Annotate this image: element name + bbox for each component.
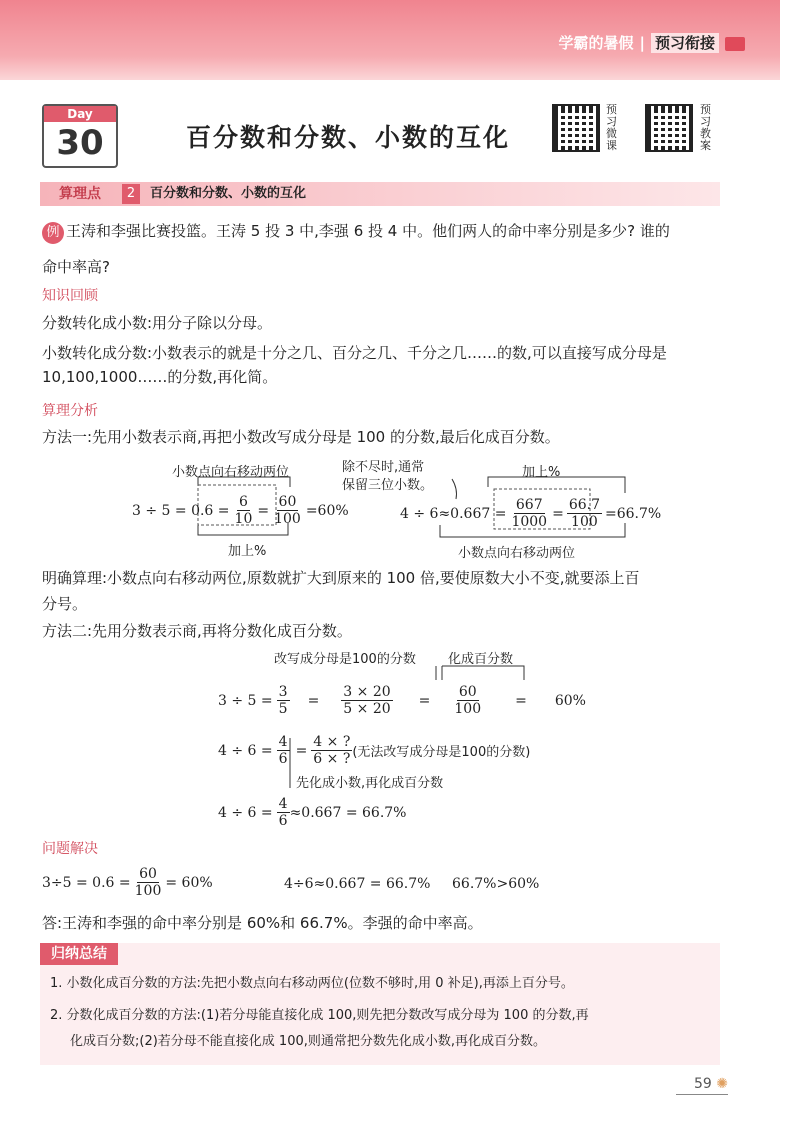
fraction bbox=[567, 497, 602, 530]
review-line-2: 小数转化成分数:小数表示的就是十分之几、百分之几、千分之几……的数,可以直接写成分母是 bbox=[42, 344, 667, 362]
denominator: 5 bbox=[278, 701, 288, 717]
book-icon bbox=[725, 37, 745, 51]
fraction bbox=[133, 866, 164, 899]
header-breadcrumb bbox=[558, 32, 745, 53]
qr-code-icon[interactable] bbox=[552, 104, 600, 152]
m2-row-1 bbox=[218, 684, 586, 717]
m2-r1-result: 60% bbox=[554, 692, 586, 709]
m2-r2-note: (无法改写成分母是100的分数) bbox=[352, 745, 531, 760]
m2-note-b: 化成百分数 bbox=[448, 652, 514, 667]
qr-label-2: 预习教案 bbox=[700, 103, 711, 152]
method-2-text: 方法二:先用分数表示商,再将分数化成百分数。 bbox=[42, 622, 352, 640]
numerator: 66.7 bbox=[568, 497, 600, 513]
example-text-1: 王涛和李强比赛投篮。王涛 5 投 3 中,李强 6 投 4 中。他们两人的命中率分别是多少? 谁的 bbox=[66, 222, 670, 240]
m1-right-note-left-1: 除不尽时,通常 bbox=[342, 460, 425, 475]
page-number-text: 59 bbox=[693, 1076, 712, 1092]
denominator: 6 × ? bbox=[313, 751, 351, 767]
day-number: 30 bbox=[56, 123, 104, 163]
m2-row-2 bbox=[218, 734, 530, 767]
numerator: 60 bbox=[458, 684, 477, 700]
page-number-rule bbox=[676, 1094, 728, 1095]
denominator: 1000 bbox=[511, 514, 548, 530]
section-number: 2 bbox=[122, 184, 140, 204]
fraction bbox=[277, 796, 290, 829]
section-tag: 算理点 bbox=[59, 186, 101, 202]
m2-r2-note-2: 先化成小数,再化成百分数 bbox=[296, 776, 444, 791]
fraction bbox=[233, 494, 255, 527]
equals: = bbox=[515, 692, 527, 709]
fraction bbox=[452, 684, 483, 717]
numerator: 4 bbox=[278, 796, 288, 812]
fraction bbox=[341, 684, 392, 717]
denominator: 6 bbox=[278, 751, 288, 767]
m2-r1-lhs: 3 ÷ 5 = bbox=[218, 692, 273, 709]
m1-left-note-top: 小数点向右移动两位 bbox=[172, 465, 290, 480]
header-section: 预习衔接 bbox=[651, 33, 719, 53]
m1-right-note-bottom: 小数点向右移动两位 bbox=[458, 546, 576, 561]
equals: = bbox=[552, 505, 564, 522]
example-badge: 例 bbox=[42, 222, 64, 244]
day-label: Day bbox=[44, 106, 116, 122]
equals: = bbox=[307, 692, 320, 709]
equals: = bbox=[418, 692, 431, 709]
denominator: 100 bbox=[454, 701, 482, 717]
summary-point-1: 1. 小数化成百分数的方法:先把小数点向右移动两位(位数不够时,用 0 补足),再添上百分号。 bbox=[50, 976, 574, 991]
equals: = bbox=[295, 742, 308, 759]
page-number bbox=[694, 1076, 728, 1092]
section-bar bbox=[40, 182, 720, 206]
numerator: 4 × ? bbox=[313, 734, 351, 750]
sun-icon: ✺ bbox=[716, 1076, 728, 1092]
header-separator: | bbox=[639, 34, 645, 52]
header-brand: 学霸的暑假 bbox=[558, 34, 634, 52]
m2-row-3 bbox=[218, 796, 406, 829]
m1-right-tail: =66.7% bbox=[604, 505, 662, 522]
m1-left-note-bottom: 加上% bbox=[228, 544, 267, 559]
numerator: 667 bbox=[515, 497, 543, 513]
m2-r3-tail: ≈0.667 = 66.7% bbox=[289, 804, 407, 821]
method-1-text: 方法一:先用小数表示商,再把小数改写成分母是 100 的分数,最后化成百分数。 bbox=[42, 428, 560, 446]
page-title: 百分数和分数、小数的互化 bbox=[186, 123, 511, 152]
numerator: 4 bbox=[278, 734, 288, 750]
example-question bbox=[42, 220, 732, 244]
fraction bbox=[272, 494, 303, 527]
numerator: 60 bbox=[278, 494, 297, 510]
review-line-3: 10,100,1000……的分数,再化简。 bbox=[42, 368, 278, 386]
m2-r3-lhs: 4 ÷ 6 = bbox=[218, 804, 273, 821]
m1-left-expression bbox=[132, 494, 349, 527]
m1-right-note-left-2: 保留三位小数。 bbox=[342, 478, 434, 493]
denominator: 100 bbox=[134, 883, 162, 899]
solution-answer: 答:王涛和李强的命中率分别是 60%和 66.7%。李强的命中率高。 bbox=[42, 914, 483, 932]
solution-heading: 问题解决 bbox=[42, 841, 98, 857]
summary-tag: 归纳总结 bbox=[40, 943, 118, 965]
denominator: 100 bbox=[274, 511, 301, 527]
solution-line-b: 4÷6≈0.667 = 66.7% bbox=[284, 876, 431, 892]
m1-right-expression bbox=[400, 497, 661, 530]
numerator: 6 bbox=[238, 494, 248, 510]
fraction bbox=[509, 497, 549, 530]
numerator: 3 bbox=[278, 684, 288, 700]
qr-code-icon[interactable] bbox=[645, 104, 693, 152]
equals: = bbox=[257, 502, 270, 519]
m1-right-note-top: 加上% bbox=[522, 465, 561, 480]
qr-label-1: 预习微课 bbox=[606, 103, 617, 152]
fraction bbox=[277, 684, 290, 717]
review-line-1: 分数转化成小数:用分子除以分母。 bbox=[42, 314, 273, 332]
denominator: 6 bbox=[278, 813, 288, 829]
m1-right-expr-a: 4 ÷ 6≈0.667 = bbox=[400, 505, 507, 522]
explain-line-1: 明确算理:小数点向右移动两位,原数就扩大到原来的 100 倍,要使原数大小不变,就要添上百 bbox=[42, 569, 640, 587]
solution-line-a bbox=[42, 866, 213, 899]
day-badge bbox=[42, 104, 118, 168]
m1-left-expr-a: 3 ÷ 5 = 0.6 = bbox=[132, 502, 230, 519]
denominator: 100 bbox=[571, 514, 598, 530]
summary-point-2b: 化成百分数;(2)若分母不能直接化成 100,则通常把分数先化成小数,再化成百分数。 bbox=[70, 1034, 547, 1049]
summary-point-2a: 2. 分数化成百分数的方法:(1)若分母能直接化成 100,则先把分数改写成分母为 100 的分数,再 bbox=[50, 1008, 589, 1023]
section-title: 百分数和分数、小数的互化 bbox=[150, 186, 307, 201]
m2-note-a: 改写成分母是100的分数 bbox=[274, 652, 416, 667]
review-heading: 知识回顾 bbox=[42, 288, 98, 304]
numerator: 3 × 20 bbox=[343, 684, 391, 700]
analysis-heading: 算理分析 bbox=[42, 403, 98, 419]
denominator: 10 bbox=[234, 511, 253, 527]
solution-line-c: 66.7%>60% bbox=[452, 876, 540, 892]
explain-line-2: 分号。 bbox=[42, 595, 88, 613]
fraction bbox=[277, 734, 290, 767]
denominator: 5 × 20 bbox=[343, 701, 391, 717]
example-text-2: 命中率高? bbox=[42, 258, 110, 276]
m1-left-tail: =60% bbox=[305, 502, 349, 519]
fraction bbox=[311, 734, 352, 767]
solution-a-lhs: 3÷5 = 0.6 = bbox=[42, 874, 131, 891]
m2-r2-lhs: 4 ÷ 6 = bbox=[218, 742, 273, 759]
solution-a-tail: = 60% bbox=[165, 874, 213, 891]
numerator: 60 bbox=[139, 866, 157, 882]
